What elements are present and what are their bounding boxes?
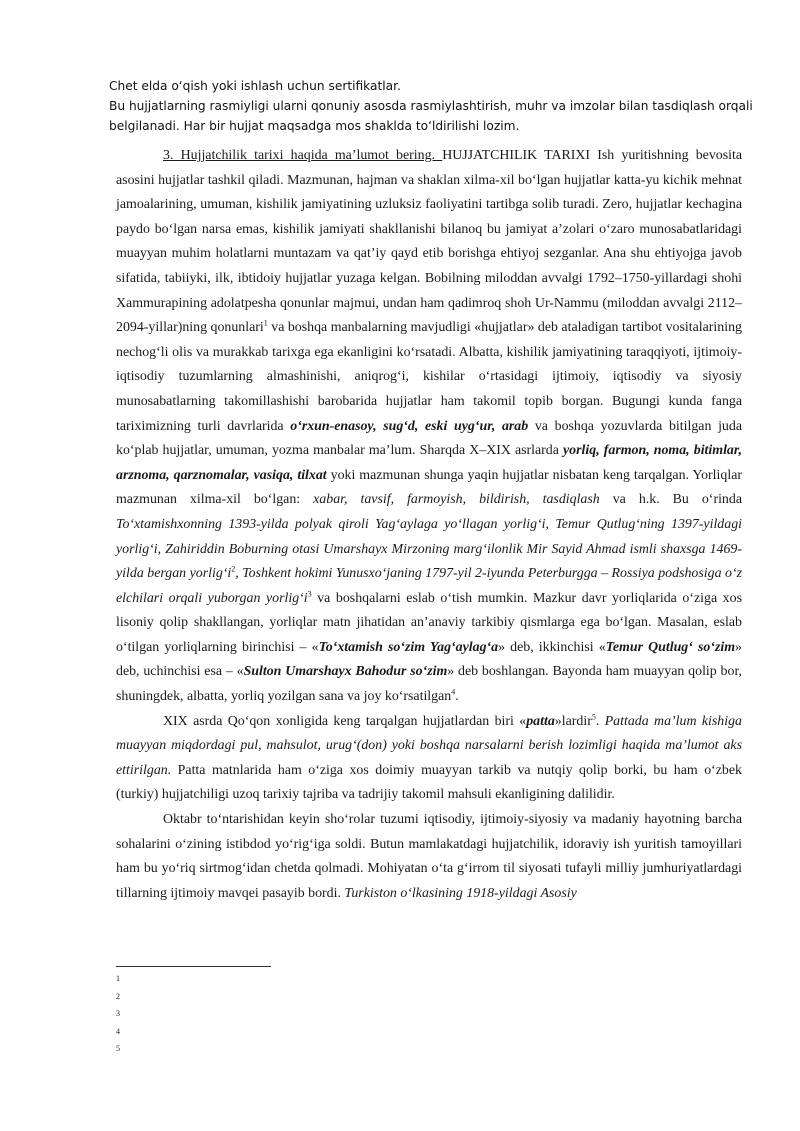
body-text — [116, 144, 742, 906]
text-run: Patta matnlarida ham o‘ziga xos doimiy muayyan tarkib va nutqiy qolip borki, bu ham o‘zbek (turkiy) hujjatchiligi uzoq tarixiy tajriba va tadrijiy takomil mahsuli ekanligining dalilidir. — [116, 762, 742, 803]
header-text — [109, 76, 753, 136]
footnote-number: 4 — [116, 1026, 120, 1036]
footnote-number: 1 — [116, 974, 120, 983]
emphasis-text: To‘xtamish so‘zim Yag‘aylag‘a — [318, 639, 499, 655]
text-run: » deb, uchinchisi esa – « — [116, 639, 742, 680]
header-line: belgilanadi. Har bir hujjat maqsadga mos shaklda to‘ldirilishi lozim. — [109, 119, 520, 133]
text-run: . — [595, 713, 605, 729]
italic-text: , Toshkent hokimi Yunusxo‘janing 1797-yil 2-iyunda Peterburgga – Rossiya podshosiga o‘z elchilari orqali yuborgan yorlig‘i — [116, 566, 742, 606]
footnote-separator — [116, 966, 271, 967]
text-run: HUJJATCHILIK TARIXI Ish yuritishning bevosita asosini hujjatlar tashkil qiladi. Mazmunan, hajman va shaklan xilma-xil bo‘lgan hujjatlar katta-yu kichik mehnat jamoalarining, umuman, kishilik jamiyatining uzluksiz faoliyatini tartibga solib turadi. Zero, hujjatlar kechagina paydo bo‘lgan narsa emas, kishilik jamiyati shakllanishi bilanoq bu jamiyat a’zolari o‘zaro munosabatlaridagi muayyan muhim holatlarni muntazam va qat’iy qayd etib borishga ehtiyoj sezganlar. Ana shu ehtiyojga javob sifatida, tabiiyki, ilk, ibtidoiy hujjatlar yuzaga kelgan. Bobilning miloddan avvalgi 1792–1750-yillardagi shohi Xammurapining adolatpesha qonunlar majmui, undan ham qadimroq shoh Ur-Nammu (miloddan avvalgi 2112–2094-yillar)ning qonunlari — [116, 148, 742, 336]
text-run: va boshqa manbalarning mavjudligi «hujjatlar» deb ataladigan tartibot vositalarining nechog‘li olis va murakkab tarixga ega ekanligini ko‘rsatadi. Albatta, kishilik jamiyatining taraqqiyoti, ijtimoiy-iqtisodiy tuzumlarning almashinishi, aniqrog‘i, kishilar o‘rtasidagi ijtimoiy, iqtisodiy va siyosiy munosabatlarning takomillashishi barobarida hujjatlar ham takomil topib borgan. Bugungi kunda fanga tariximizning turli davrlarida — [116, 320, 742, 434]
section-heading: 3. Hujjatchilik tarixi haqida ma’lumot bering. — [163, 148, 443, 163]
header-line: Bu hujjatlarning rasmiyligi ularni qonuniy asosda rasmiylashtirish, muhr va imzolar bilan tasdiqlash orqali — [109, 99, 753, 113]
italic-text: xabar, tavsif, farmoyish, bildirish, tasdiqlash — [313, 492, 600, 508]
footnote-number: 3 — [116, 1009, 120, 1018]
italic-text: Pattada ma’lum kishiga muayyan miqdordagi pul, mahsulot, urug‘(don) yoki boshqa narsalarni berish lozimligi haqida ma’lumot aks ettirilgan. — [116, 713, 743, 778]
header-line: Chet elda o‘qish yoki ishlash uchun sertifikatlar. — [109, 79, 401, 93]
text-run: yoki mazmunan shunga yaqin hujjatlar nisbatan keng tarqalgan. Yorliqlar mazmunan xilma-xil bo‘lgan: — [116, 467, 742, 508]
text-run: va boshqa yozuvlarda bitilgan juda ko‘plab hujjatlar, umuman, yozma manbalar ma’lum. Sharqda X–XIX asrlarda — [116, 418, 742, 459]
text-run: . — [455, 689, 459, 705]
paragraph — [116, 808, 742, 906]
footnote-ref: 5 — [591, 712, 596, 722]
emphasis-text: Temur Qutlug‘ so‘zim — [605, 639, 736, 655]
footnote-ref: 3 — [307, 589, 312, 599]
text-run: » deb, ikkinchisi « — [498, 639, 606, 655]
text-run: » deb boshlangan. Bayonda ham muayyan qolip bor, shuningdek, albatta, yorliq yozilgan sana va joy ko‘rsatilgan — [116, 664, 742, 705]
emphasis-text: patta — [526, 713, 555, 729]
footnote-number: 5 — [116, 1044, 120, 1053]
footnote-ref: 4 — [451, 687, 456, 697]
text-run: XIX asrda Qo‘qon xonligida keng tarqalgan hujjatlardan biri « — [163, 713, 527, 729]
footnote-ref: 1 — [263, 318, 268, 328]
footnotes — [116, 970, 120, 1058]
text-run: va boshqalarni eslab o‘tish mumkin. Mazkur davr yorliqlarida o‘ziga xos lisoniy qolip shakllangan, yorliqlar matn jihatidan an’anaviy tarkibiy qismlarga ega bo‘lgan. Masalan, eslab o‘tilgan yorliqlarning birinchisi – « — [116, 590, 742, 655]
paragraph — [116, 144, 742, 710]
text-run: Oktabr to‘ntarishidan keyin sho‘rolar tuzumi iqtisodiy, ijtimoiy-siyosiy va madaniy hayotning barcha sohalarini o‘zining istibdod yo‘rig‘iga soldi. Butun mamlakatdagi hujjatchilik, idoraviy ish yuritish tamoyillari ham bu yo‘riq sirtmog‘idan chetda qolmadi. Mohiyatan o‘ta g‘irrom til siyosati tufayli milliy jumhuriyatlardagi tillarning ijtimoiy mavqei pasayib bordi. — [116, 812, 742, 901]
text-run: »lardir — [554, 713, 592, 729]
italic-text: Turkiston o‘lkasining 1918-yildagi Asosiy — [344, 885, 577, 901]
italic-text: To‘xtamishxonning 1393-yilda polyak qiroli Yag‘aylaga yo‘llagan yorlig‘i, Temur Qutlug‘ning 1397-yildagi yorlig‘i, Zahiriddin Boburning otasi Umarshayx Mirzoning marg‘ilonlik Mir Sayid Ahmad ismli shaxsga 1469-yilda bergan yorlig‘i — [116, 516, 742, 582]
emphasis-text: yorliq, farmon, noma, bitimlar, arznoma, qarznomalar, vasiqa, tilxat — [116, 443, 742, 483]
paragraph — [116, 710, 742, 808]
emphasis-text: Sulton Umarshayx Bahodur so‘zim — [243, 664, 448, 680]
footnote-number: 2 — [116, 991, 120, 1001]
emphasis-text: o‘rxun-enasoy, sug‘d, eski uyg‘ur, arab — [290, 418, 529, 434]
footnote-ref: 2 — [231, 564, 236, 574]
text-run: va h.k. Bu o‘rinda — [599, 492, 742, 508]
